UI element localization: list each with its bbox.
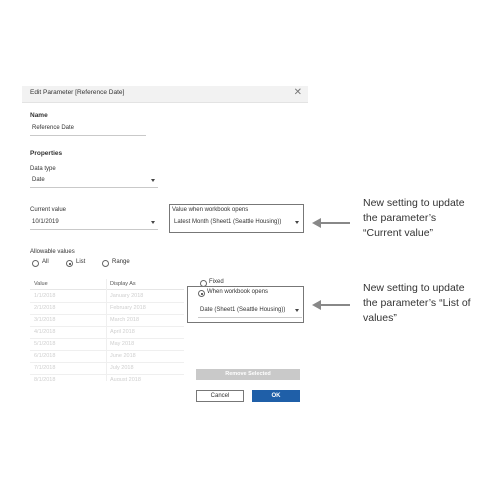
annotation-arrow-line	[320, 222, 350, 224]
table-cell-display: August 2018	[110, 377, 141, 381]
chevron-down-icon	[295, 221, 299, 224]
table-cell-display: May 2018	[110, 341, 135, 347]
table-cell-value: 3/1/2018	[34, 317, 56, 323]
value-when-opens-select[interactable]	[172, 216, 302, 229]
table-cell-value: 5/1/2018	[34, 341, 56, 347]
table-cell-display: January 2018	[110, 293, 144, 299]
name-label: Name	[30, 112, 48, 119]
arrow-left-icon	[312, 218, 321, 228]
remove-selected-button[interactable]: Remove Selected	[196, 369, 300, 380]
radio-list[interactable]	[66, 260, 73, 267]
list-source-select[interactable]	[198, 304, 302, 318]
note-line: New setting to update	[363, 197, 465, 209]
value-when-opens-label: Value when workbook opens	[172, 207, 249, 213]
edit-parameter-dialog	[22, 86, 308, 408]
list-values-note	[363, 281, 493, 326]
cancel-button[interactable]: Cancel	[196, 390, 244, 402]
note-line: the parameter’s “List of	[363, 297, 471, 309]
table-cell-display: June 2018	[110, 353, 136, 359]
table-cell-display: July 2018	[110, 365, 134, 371]
annotation-arrow-line	[320, 304, 350, 306]
radio-when-opens[interactable]	[198, 290, 205, 297]
column-header-value: Value	[34, 281, 48, 287]
properties-label: Properties	[30, 150, 63, 157]
value-when-opens-value: Latest Month (Sheet1 (Seattle Housing))	[174, 219, 282, 225]
allowable-values-label: Allowable values	[30, 249, 75, 255]
table-cell-value: 2/1/2018	[34, 305, 56, 311]
table-cell-value: 4/1/2018	[34, 329, 56, 335]
radio-range-label: Range	[112, 259, 130, 265]
note-line: values”	[363, 312, 397, 324]
close-icon[interactable]: ✕	[293, 87, 302, 98]
arrow-left-icon	[312, 300, 321, 310]
note-line: “Current value”	[363, 227, 434, 239]
chevron-down-icon	[151, 221, 155, 224]
current-value-select[interactable]	[30, 216, 158, 230]
name-input[interactable]	[30, 122, 146, 136]
list-source-value: Date (Sheet1 (Seattle Housing))	[200, 307, 286, 313]
dialog-title: Edit Parameter [Reference Date]	[30, 89, 125, 96]
table-row[interactable]	[30, 374, 184, 381]
table-header	[30, 279, 184, 290]
dialog-titlebar	[22, 86, 308, 103]
note-line: the parameter’s	[363, 212, 437, 224]
chevron-down-icon	[151, 179, 155, 182]
table-cell-value: 6/1/2018	[34, 353, 56, 359]
table-cell-display: February 2018	[110, 305, 146, 311]
chevron-down-icon	[295, 309, 299, 312]
table-cell-value: 8/1/2018	[34, 377, 56, 381]
table-cell-display: April 2018	[110, 329, 135, 335]
radio-list-label: List	[76, 259, 86, 265]
values-table[interactable]	[30, 279, 184, 381]
radio-range[interactable]	[102, 260, 109, 267]
note-line: New setting to update	[363, 282, 465, 294]
radio-all[interactable]	[32, 260, 39, 267]
name-input-value: Reference Date	[32, 125, 75, 131]
current-value-value: 10/1/2019	[32, 219, 59, 225]
data-type-label: Data type	[30, 166, 56, 172]
column-header-display-as: Display As	[110, 281, 136, 287]
table-cell-display: March 2018	[110, 317, 140, 323]
radio-when-opens-label: When workbook opens	[207, 289, 269, 295]
current-value-label: Current value	[30, 207, 67, 213]
radio-all-label: All	[42, 259, 49, 265]
data-type-select[interactable]	[30, 174, 158, 188]
data-type-value: Date	[32, 177, 45, 183]
radio-fixed-label: Fixed	[209, 279, 224, 285]
table-cell-value: 1/1/2018	[34, 293, 56, 299]
current-value-note	[363, 196, 493, 241]
table-cell-value: 7/1/2018	[34, 365, 56, 371]
ok-button[interactable]: OK	[252, 390, 300, 402]
